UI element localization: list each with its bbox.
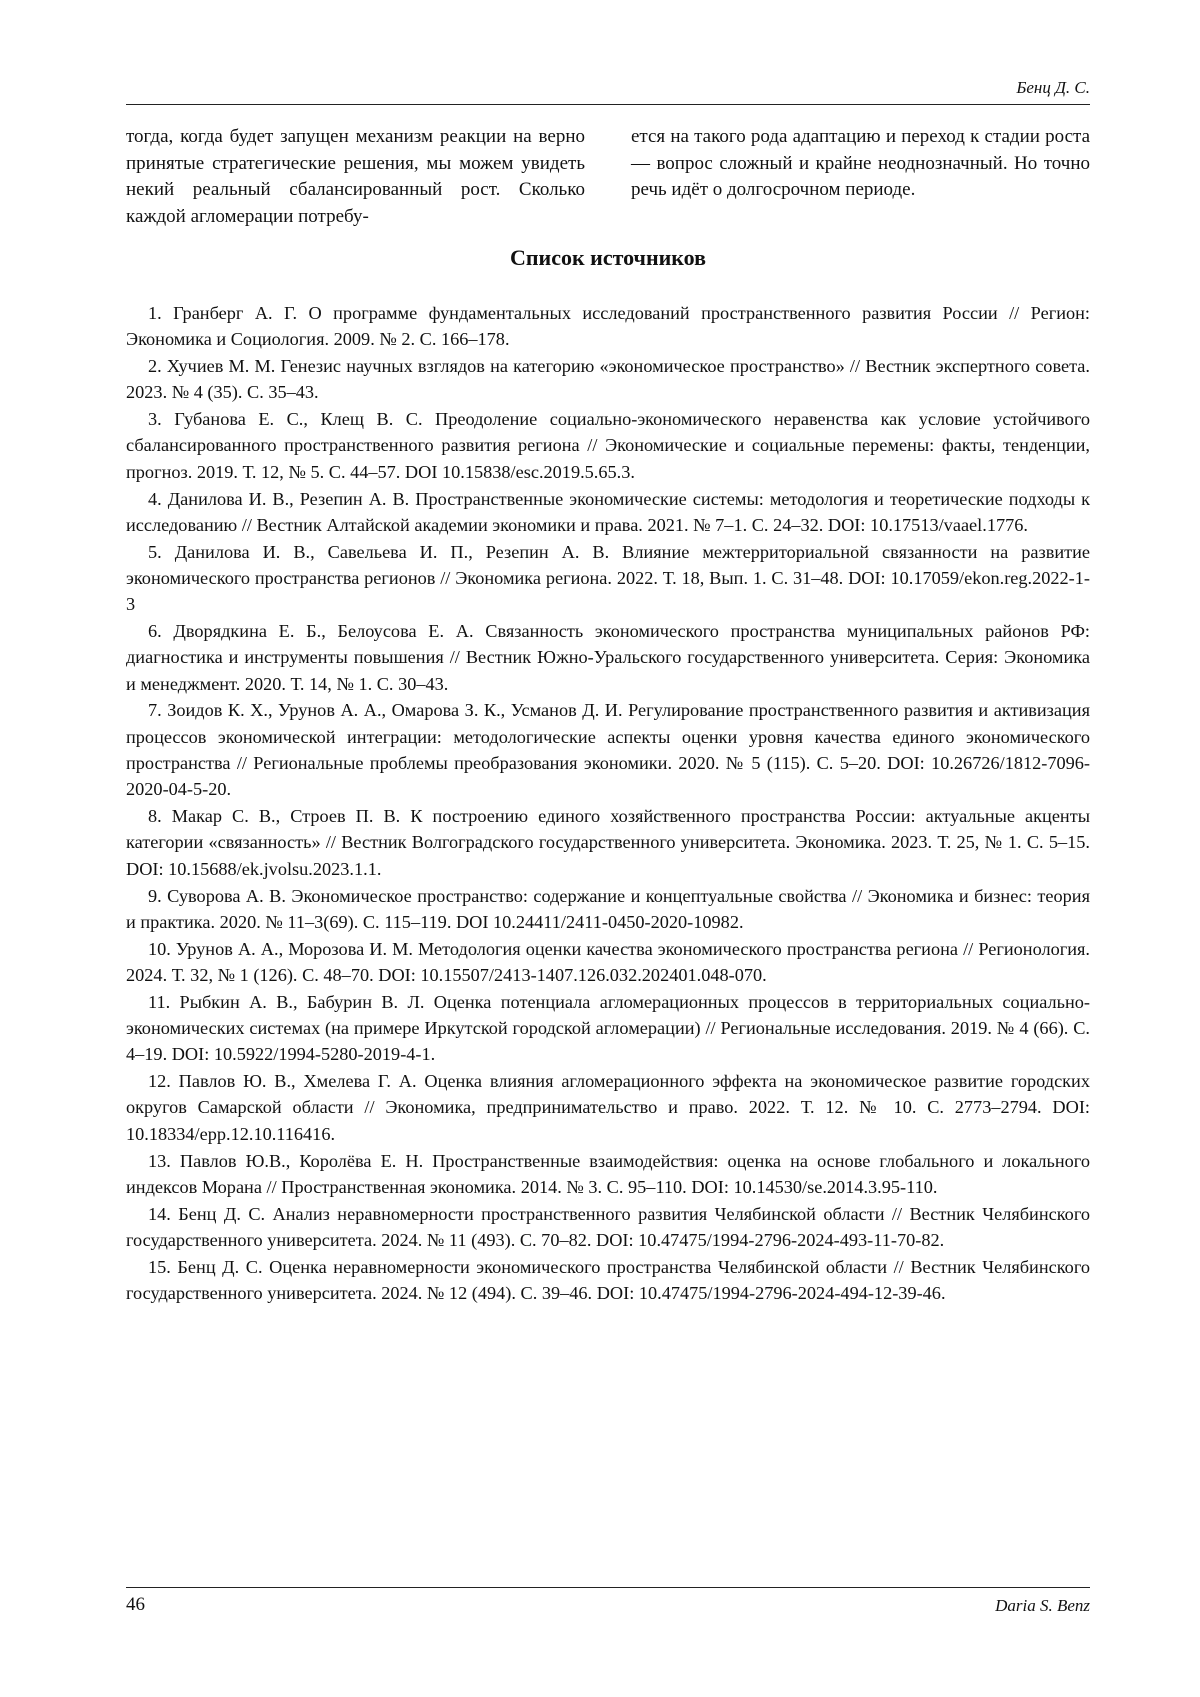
reference-item: 4. Данилова И. В., Резепин А. В. Пространственные экономические системы: методология и теоретические подходы к исследованию // Вестник Алтайской академии экономики и права. 2021. № 7–1. С. 24–32. DOI: 10.17513/vaael.1776. [126,488,1090,535]
body-text-columns [126,124,1090,231]
body-column-left: тогда, когда будет запущен механизм реакции на верно принятые стратегические решения, мы можем увидеть некий реальный сбалансированный рост. Сколько каждой агломерации потребу- [126,126,585,228]
page-footer [126,1587,1090,1615]
references-title: Список источников [509,245,707,270]
reference-item: 11. Рыбкин А. В., Бабурин В. Л. Оценка потенциала агломерационных процессов в территориальных социально-экономических системах (на примере Иркутской городской агломерации) // Региональные исследования. 2019. № 4 (66). С. 4–19. DOI: 10.5922/1994-5280-2019-4-1. [126,991,1090,1065]
references-list [126,300,1090,1307]
page-number: 46 [126,1594,145,1615]
reference-item: 15. Бенц Д. С. Оценка неравномерности экономического пространства Челябинской области // Вестник Челябинского государственного университета. 2024. № 12 (494). С. 39–46. DOI: 10.47475/1994-2796-2024-494-12-39-46. [126,1256,1090,1303]
reference-item: 1. Гранберг А. Г. О программе фундаментальных исследований пространственного развития России // Регион: Экономика и Социология. 2009. № 2. С. 166–178. [126,303,1090,350]
reference-item: 9. Суворова А. В. Экономическое пространство: содержание и концептуальные свойства // Экономика и бизнес: теория и практика. 2020. № 11–3(69). С. 115–119. DOI 10.24411/2411-0450-2020-10982. [126,885,1090,932]
reference-item: 5. Данилова И. В., Савельева И. П., Резепин А. В. Влияние межтерриториальной связанности на развитие экономического пространства регионов // Экономика региона. 2022. Т. 18, Вып. 1. С. 31–48. DOI: 10.17059/ekon.reg.2022-1-3 [126,541,1090,615]
page-header [126,78,1090,105]
reference-item: 13. Павлов Ю.В., Королёва Е. Н. Пространственные взаимодействия: оценка на основе глобального и локального индексов Морана // Пространственная экономика. 2014. № 3. С. 95–110. DOI: 10.14530/se.2014.3.95-110. [126,1150,1090,1197]
reference-item: 14. Бенц Д. С. Анализ неравномерности пространственного развития Челябинской области // Вестник Челябинского государственного университета. 2024. № 11 (493). С. 70–82. DOI: 10.47475/1994-2796-2024-493-11-70-82. [126,1203,1090,1250]
reference-item: 10. Урунов А. А., Морозова И. М. Методология оценки качества экономического пространства региона // Регионология. 2024. Т. 32, № 1 (126). С. 48–70. DOI: 10.15507/2413-1407.126.032.202401.048-070. [126,938,1090,985]
reference-item: 2. Хучиев М. М. Генезис научных взглядов на категорию «экономическое пространство» // Вестник экспертного совета. 2023. № 4 (35). С. 35–43. [126,356,1090,403]
running-foot-author: Daria S. Benz [995,1596,1090,1615]
reference-item: 3. Губанова Е. С., Клещ В. С. Преодоление социально-экономического неравенства как условие устойчивого сбалансированного пространственного развития региона // Экономические и социальные перемены: факты, тенденции, прогноз. 2019. Т. 12, № 5. С. 44–57. DOI 10.15838/esc.2019.5.65.3. [126,409,1090,482]
reference-item: 12. Павлов Ю. В., Хмелева Г. А. Оценка влияния агломерационного эффекта на экономическое развитие городских округов Самарской области // Экономика, предпринимательство и право. 2022. Т. 12. № 10. С. 2773–2794. DOI: 10.18334/epp.12.10.116416. [126,1071,1090,1144]
running-head-author: Бенц Д. С. [1016,78,1090,97]
reference-item: 7. Зоидов К. Х., Урунов А. А., Омарова З. К., Усманов Д. И. Регулирование пространственного развития и активизация процессов экономической интеграции: методологические аспекты оценки уровня качества единого экономического пространства // Региональные проблемы преобразования экономики. 2020. № 5 (115). С. 5–20. DOI: 10.26726/1812-7096-2020-04-5-20. [126,700,1090,800]
body-column-right: ется на такого рода адаптацию и переход к стадии роста — вопрос сложный и крайне неоднозначный. Но точно речь идёт о долгосрочном периоде. [631,126,1090,201]
reference-item: 6. Дворядкина Е. Б., Белоусова Е. А. Связанность экономического пространства муниципальных районов РФ: диагностика и инструменты повышения // Вестник Южно-Уральского государственного университета. Серия: Экономика и менеджмент. 2020. Т. 14, № 1. С. 30–43. [126,621,1090,694]
reference-item: 8. Макар С. В., Строев П. В. К построению единого хозяйственного пространства России: актуальные акценты категории «связанность» // Вестник Волгоградского государственного университета. Экономика. 2023. Т. 25, № 1. С. 5–15. DOI: 10.15688/ek.jvolsu.2023.1.1. [126,806,1090,879]
